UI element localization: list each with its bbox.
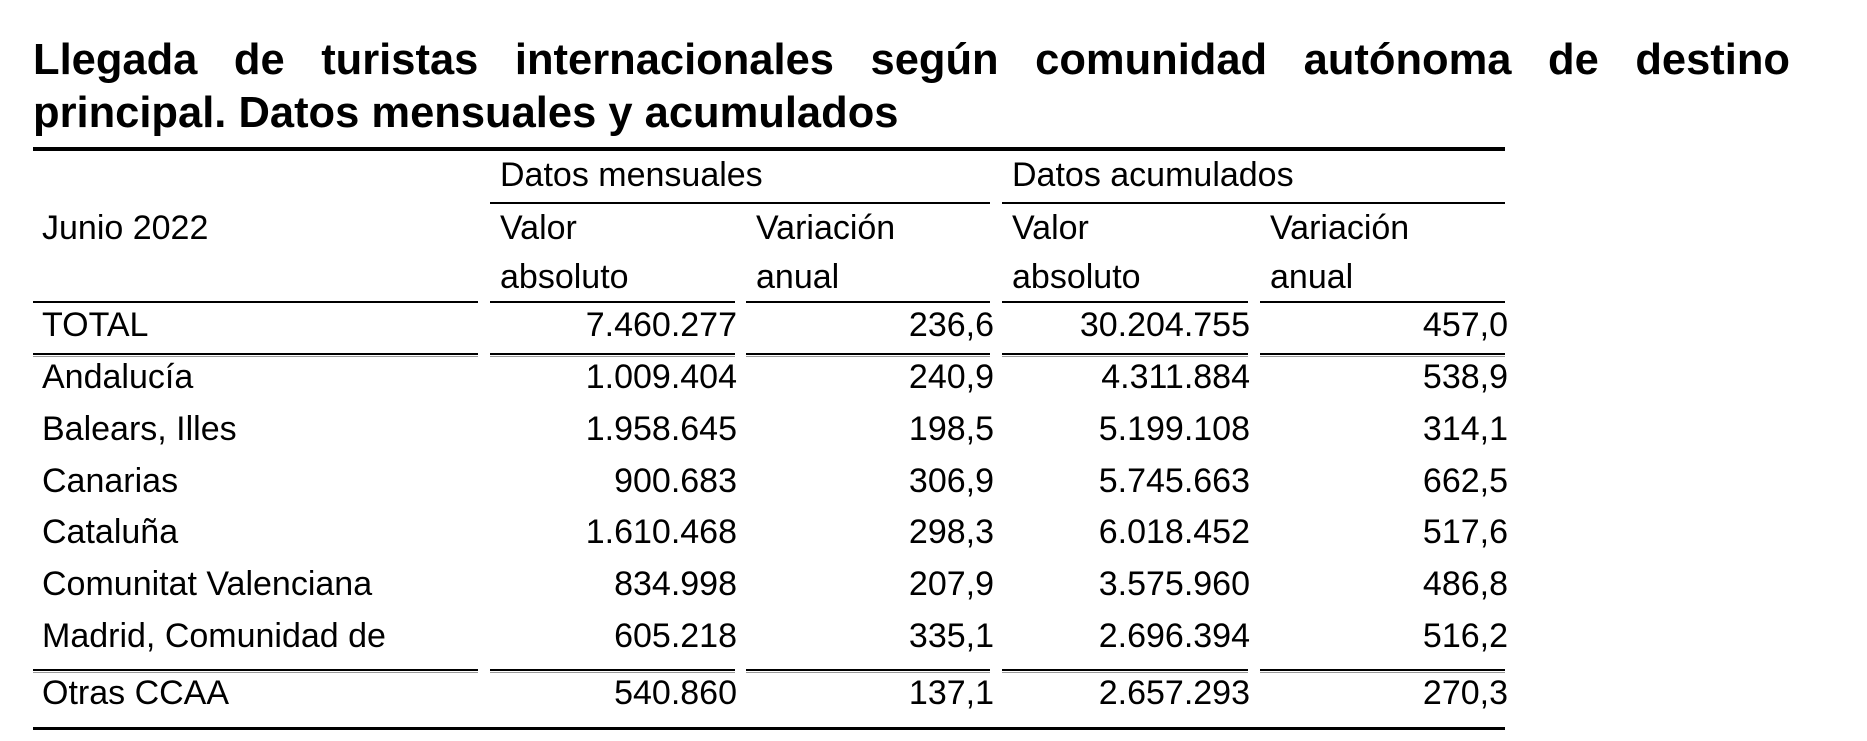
col-header-cum-var-1: Variación bbox=[1270, 209, 1410, 247]
col-header-monthly-var-1: Variación bbox=[756, 209, 896, 247]
others-rule-monthly-value bbox=[490, 669, 735, 673]
monthly-value-cell: 605.218 bbox=[614, 617, 737, 655]
cumulative-value-cell: 5.745.663 bbox=[1098, 462, 1250, 500]
header-rule-monthly-value bbox=[490, 301, 735, 303]
table-bottom-rule bbox=[33, 727, 1505, 730]
monthly-variation-cell: 198,5 bbox=[908, 410, 994, 448]
cumulative-variation-cell: 517,6 bbox=[1422, 513, 1508, 551]
col-header-cum-value-2: absoluto bbox=[1012, 258, 1141, 296]
region-cell: Cataluña bbox=[42, 513, 179, 551]
monthly-variation-cell: 207,9 bbox=[908, 565, 994, 603]
group-header-cumulative: Datos acumulados bbox=[1012, 156, 1294, 194]
others-rule-cum-var bbox=[1260, 669, 1505, 673]
total-rule-monthly-value bbox=[490, 353, 735, 357]
cumulative-value-cell: 30.204.755 bbox=[1079, 306, 1250, 344]
others-rule-monthly-var bbox=[746, 669, 990, 673]
total-rule-monthly-var bbox=[746, 353, 990, 357]
region-cell: Balears, Illes bbox=[42, 410, 237, 448]
cumulative-variation-cell: 516,2 bbox=[1422, 617, 1508, 655]
group-header-monthly: Datos mensuales bbox=[500, 156, 763, 194]
cumulative-variation-cell: 270,3 bbox=[1422, 674, 1508, 712]
header-rule-monthly-var bbox=[746, 301, 990, 303]
monthly-value-cell: 7.460.277 bbox=[585, 306, 737, 344]
cumulative-value-cell: 3.575.960 bbox=[1098, 565, 1250, 603]
total-rule-region bbox=[33, 353, 478, 357]
monthly-value-cell: 1.610.468 bbox=[585, 513, 737, 551]
monthly-value-cell: 540.860 bbox=[614, 674, 737, 712]
cumulative-value-cell: 2.696.394 bbox=[1098, 617, 1250, 655]
region-cell: Otras CCAA bbox=[42, 674, 230, 712]
header-rule-cum-value bbox=[1002, 301, 1248, 303]
cumulative-value-cell: 6.018.452 bbox=[1098, 513, 1250, 551]
region-cell: Madrid, Comunidad de bbox=[42, 617, 386, 655]
monthly-value-cell: 1.958.645 bbox=[585, 410, 737, 448]
col-header-cum-var-2: anual bbox=[1270, 258, 1354, 296]
total-rule-cum-var bbox=[1260, 353, 1505, 357]
monthly-variation-cell: 306,9 bbox=[908, 462, 994, 500]
monthly-value-cell: 834.998 bbox=[614, 565, 737, 603]
others-rule-region bbox=[33, 669, 478, 673]
col-header-monthly-value-2: absoluto bbox=[500, 258, 629, 296]
monthly-value-cell: 1.009.404 bbox=[585, 358, 737, 396]
region-cell: Canarias bbox=[42, 462, 179, 500]
region-cell: Andalucía bbox=[42, 358, 194, 396]
cumulative-value-cell: 4.311.884 bbox=[1101, 358, 1250, 396]
cumulative-value-cell: 2.657.293 bbox=[1098, 674, 1250, 712]
title-line-2: principal. Datos mensuales y acumulados bbox=[33, 89, 899, 137]
monthly-variation-cell: 137,1 bbox=[908, 674, 994, 712]
title-line-1: Llegada de turistas internacionales según comunidad autónoma de destino bbox=[33, 36, 1790, 84]
monthly-variation-cell: 240,9 bbox=[908, 358, 994, 396]
header-rule-region bbox=[33, 301, 478, 303]
period-label: Junio 2022 bbox=[42, 209, 209, 247]
tourist-arrivals-table bbox=[33, 147, 1508, 732]
col-header-monthly-var-2: anual bbox=[756, 258, 840, 296]
cumulative-variation-cell: 538,9 bbox=[1422, 358, 1508, 396]
col-header-monthly-value-1: Valor bbox=[500, 209, 577, 247]
monthly-variation-cell: 335,1 bbox=[908, 617, 994, 655]
cumulative-variation-cell: 314,1 bbox=[1422, 410, 1508, 448]
monthly-variation-cell: 298,3 bbox=[908, 513, 994, 551]
others-rule-cum-value bbox=[1002, 669, 1248, 673]
header-rule-cum-var bbox=[1260, 301, 1505, 303]
cumulative-variation-cell: 662,5 bbox=[1422, 462, 1508, 500]
monthly-value-cell: 900.683 bbox=[614, 462, 737, 500]
region-cell: Comunitat Valenciana bbox=[42, 565, 373, 603]
region-cell: TOTAL bbox=[42, 306, 149, 344]
cumulative-value-cell: 5.199.108 bbox=[1098, 410, 1250, 448]
cumulative-variation-cell: 486,8 bbox=[1422, 565, 1508, 603]
monthly-variation-cell: 236,6 bbox=[908, 306, 994, 344]
page-title bbox=[33, 34, 1790, 140]
col-header-cum-value-1: Valor bbox=[1012, 209, 1089, 247]
total-rule-cum-value bbox=[1002, 353, 1248, 357]
cumulative-variation-cell: 457,0 bbox=[1422, 306, 1508, 344]
